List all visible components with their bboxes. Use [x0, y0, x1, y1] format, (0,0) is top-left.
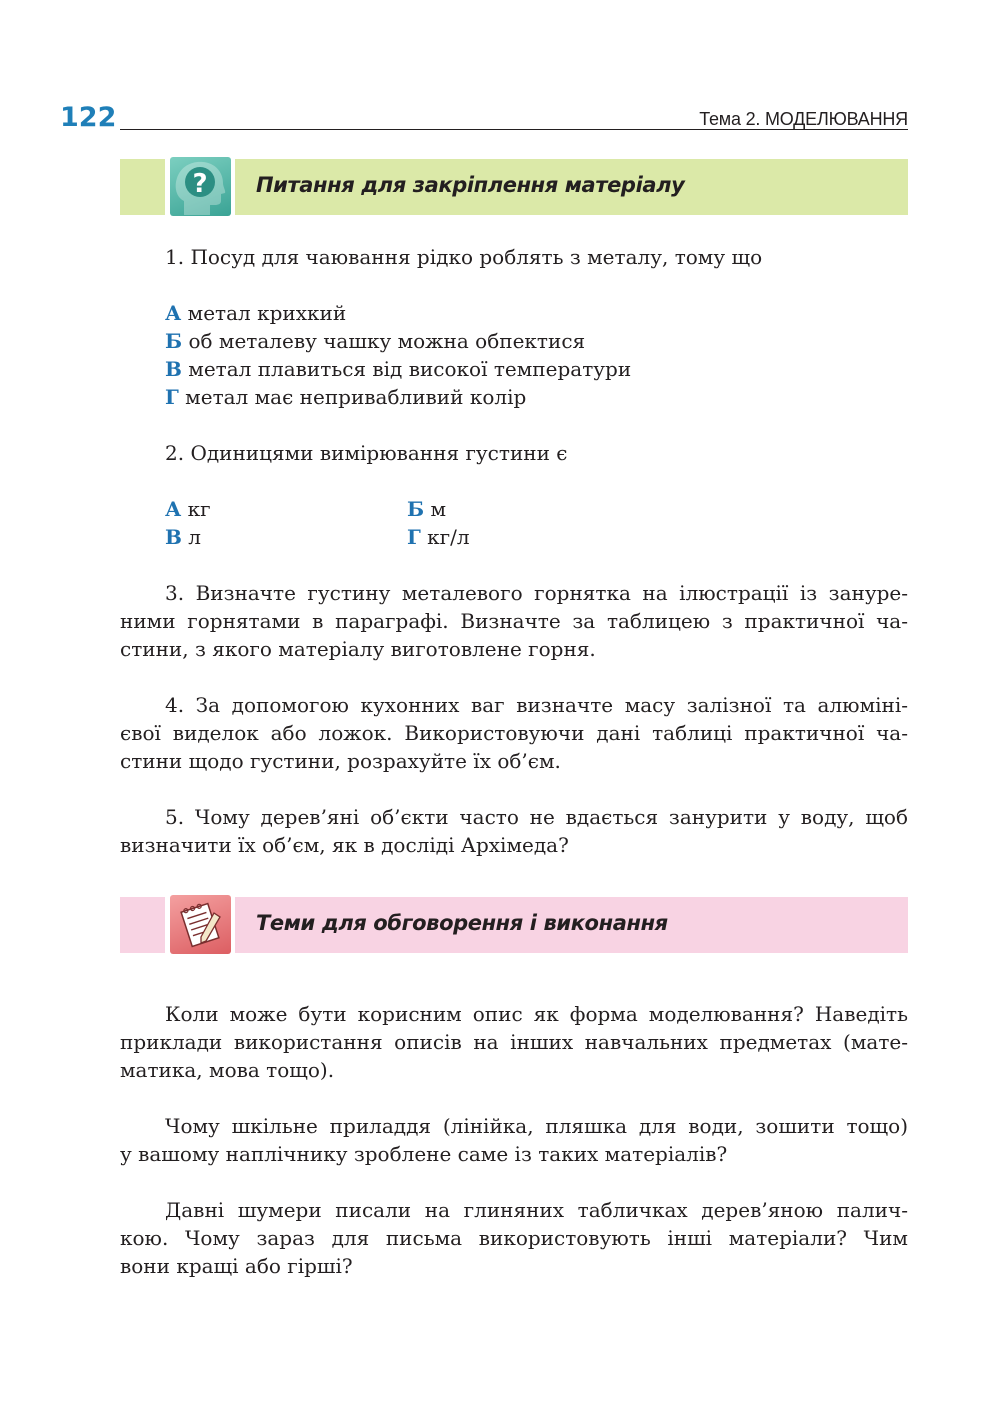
paragraph-line: 4. За допомогою кухонних ваг визначте масу залізної та алюміні- [165, 693, 908, 717]
svg-text:?: ? [192, 169, 208, 199]
option-letter: Г [407, 525, 421, 549]
option-letter: Б [407, 497, 425, 521]
option-text: метал має непривабливий колір [185, 385, 527, 409]
question-5 [120, 803, 908, 859]
paragraph-line: у вашому наплічнику зроблене саме із таких матеріалів? [120, 1142, 728, 1166]
paragraph-line: 3. Визначте густину металевого горнятка на ілюстрації із зануре- [165, 581, 908, 605]
paragraph-line: Чому шкільне приладдя (лінійка, пляшка для води, зошити тощо) [165, 1114, 908, 1138]
discussion-paragraph-1 [120, 1000, 908, 1084]
q1-option-d [165, 383, 526, 411]
section-banner-questions [120, 159, 908, 215]
option-text: метал плавиться від високої температури [188, 357, 632, 381]
option-letter: А [165, 301, 182, 325]
paragraph-line: матика, мова тощо). [120, 1058, 335, 1082]
banner-icon-frame [166, 155, 234, 219]
section-title-discussion: Теми для обговорення і виконання [256, 911, 668, 935]
paragraph-line: стини, з якого матеріалу виготовлене горня. [120, 637, 596, 661]
question-4 [120, 691, 908, 775]
option-text: л [188, 525, 201, 549]
paragraph-line: вони кращі або гірші? [120, 1254, 353, 1278]
section-title-questions: Питання для закріплення матеріалу [256, 173, 685, 197]
option-letter: А [165, 497, 182, 521]
page-number: 122 [60, 102, 117, 133]
option-letter: Б [165, 329, 183, 353]
option-letter: В [165, 525, 182, 549]
option-text: м [430, 497, 447, 521]
paragraph-line: стини щодо густини, розрахуйте їх об’єм. [120, 749, 561, 773]
question-2: 2. Одиницями вимірювання густини є [165, 441, 568, 465]
page-header [60, 100, 908, 134]
section-banner-discussion [120, 897, 908, 953]
chapter-title: Тема 2. МОДЕЛЮВАННЯ [699, 109, 908, 129]
q2-option-b [407, 495, 446, 523]
paragraph-line: євої виделок або ложок. Використовуючи дані таблиці практичної ча- [120, 721, 908, 745]
discussion-paragraph-2 [120, 1112, 908, 1168]
paragraph-line: Коли може бути корисним опис як форма моделювання? Наведіть [165, 1002, 908, 1026]
q2-option-d [407, 523, 470, 551]
question-3 [120, 579, 908, 663]
discussion-paragraph-3 [120, 1196, 908, 1280]
option-text: кг [187, 497, 211, 521]
q2-option-c [165, 523, 201, 551]
paragraph-line: ними горнятами в параграфі. Визначте за таблицею з практичної ча- [120, 609, 908, 633]
option-text: метал крихкий [187, 301, 347, 325]
paragraph-line: приклади використання описів на інших навчальних предметах (мате- [120, 1030, 908, 1054]
question-head-icon [170, 157, 231, 216]
paragraph-line: визначити їх об’єм, як в досліді Архімеда? [120, 833, 569, 857]
q1-option-b [165, 327, 585, 355]
question-1: 1. Посуд для чаювання рідко роблять з металу, тому що [165, 245, 763, 269]
paragraph-line: Давні шумери писали на глиняних табличках дерев’яною палич- [165, 1198, 908, 1222]
option-text: об металеву чашку можна обпектися [188, 329, 586, 353]
option-text: кг/л [427, 525, 470, 549]
paragraph-line: кою. Чому зараз для письма використовують інші матеріали? Чим [120, 1226, 908, 1250]
q1-option-a [165, 299, 346, 327]
q1-option-c [165, 355, 631, 383]
option-letter: В [165, 357, 182, 381]
q2-option-a [165, 495, 211, 523]
paragraph-line: 5. Чому дерев’яні об’єкти часто не вдається занурити у воду, щоб [165, 805, 908, 829]
option-letter: Г [165, 385, 179, 409]
notepad-pencil-icon [170, 895, 231, 954]
banner-icon-frame [166, 893, 234, 957]
